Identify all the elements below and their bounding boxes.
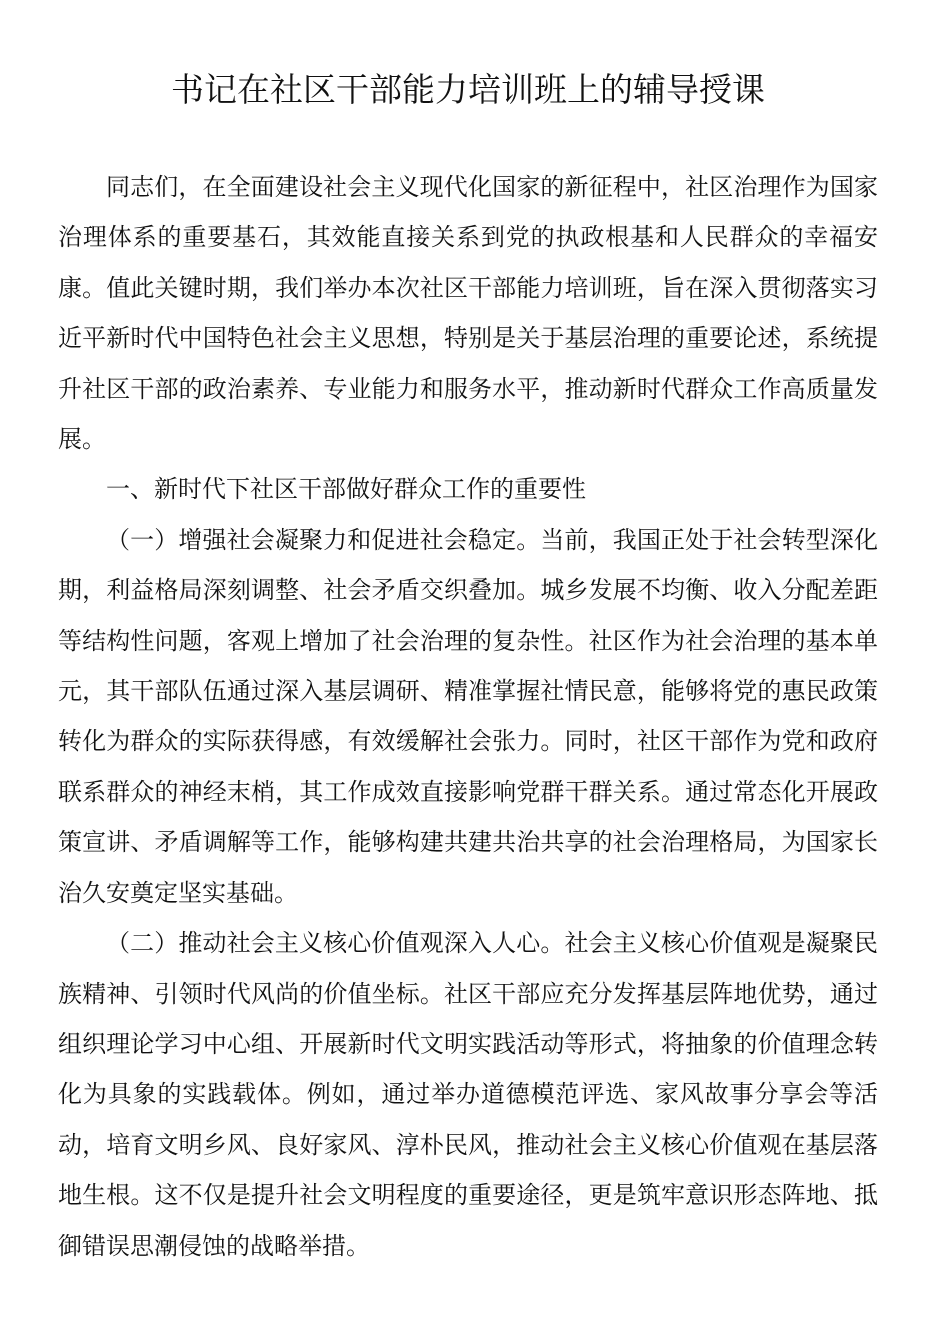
paragraph-section-1-2: （二）推动社会主义核心价值观深入人心。社会主义核心价值观是凝聚民族精神、引领时代风尚的价值坐标。社区干部应充分发挥基层阵地优势，通过组织理论学习中心组、开展新时代文明实践活动等形式，将抽象的价值理念转化为具象的实践载体。例如，通过举办道德模范评选、家风故事分享会等活动，培育文明乡风、良好家风、淳朴民风，推动社会主义核心价值观在基层落地生根。这不仅是提升社会文明程度的重要途径，更是筑牢意识形态阵地、抵御错误思潮侵蚀的战略举措。 — [58, 929, 878, 1260]
document-page — [58, 0, 878, 1271]
document-title: 书记在社区干部能力培训班上的辅导授课 — [171, 70, 765, 109]
paragraph-section-1-1: （一）增强社会凝聚力和促进社会稳定。当前，我国正处于社会转型深化期，利益格局深刻调整、社会矛盾交织叠加。城乡发展不均衡、收入分配差距等结构性问题，客观上增加了社会治理的复杂性。社区作为社会治理的基本单元，其干部队伍通过深入基层调研、精准掌握社情民意，能够将党的惠民政策转化为群众的实际获得感，有效缓解社会张力。同时，社区干部作为党和政府联系群众的神经末梢，其工作成效直接影响党群干群关系。通过常态化开展政策宣讲、矛盾调解等工作，能够构建共建共治共享的社会治理格局，为国家长治久安奠定坚实基础。 — [58, 525, 878, 907]
document-body — [58, 162, 878, 1271]
section-heading-1: 一、新时代下社区干部做好群众工作的重要性 — [106, 475, 586, 504]
paragraph-opening: 同志们，在全面建设社会主义现代化国家的新征程中，社区治理作为国家治理体系的重要基石，其效能直接关系到党的执政根基和人民群众的幸福安康。值此关键时期，我们举办本次社区干部能力培训班，旨在深入贯彻落实习近平新时代中国特色社会主义思想，特别是关于基层治理的重要论述，系统提升社区干部的政治素养、专业能力和服务水平，推动新时代群众工作高质量发展。 — [58, 173, 878, 454]
